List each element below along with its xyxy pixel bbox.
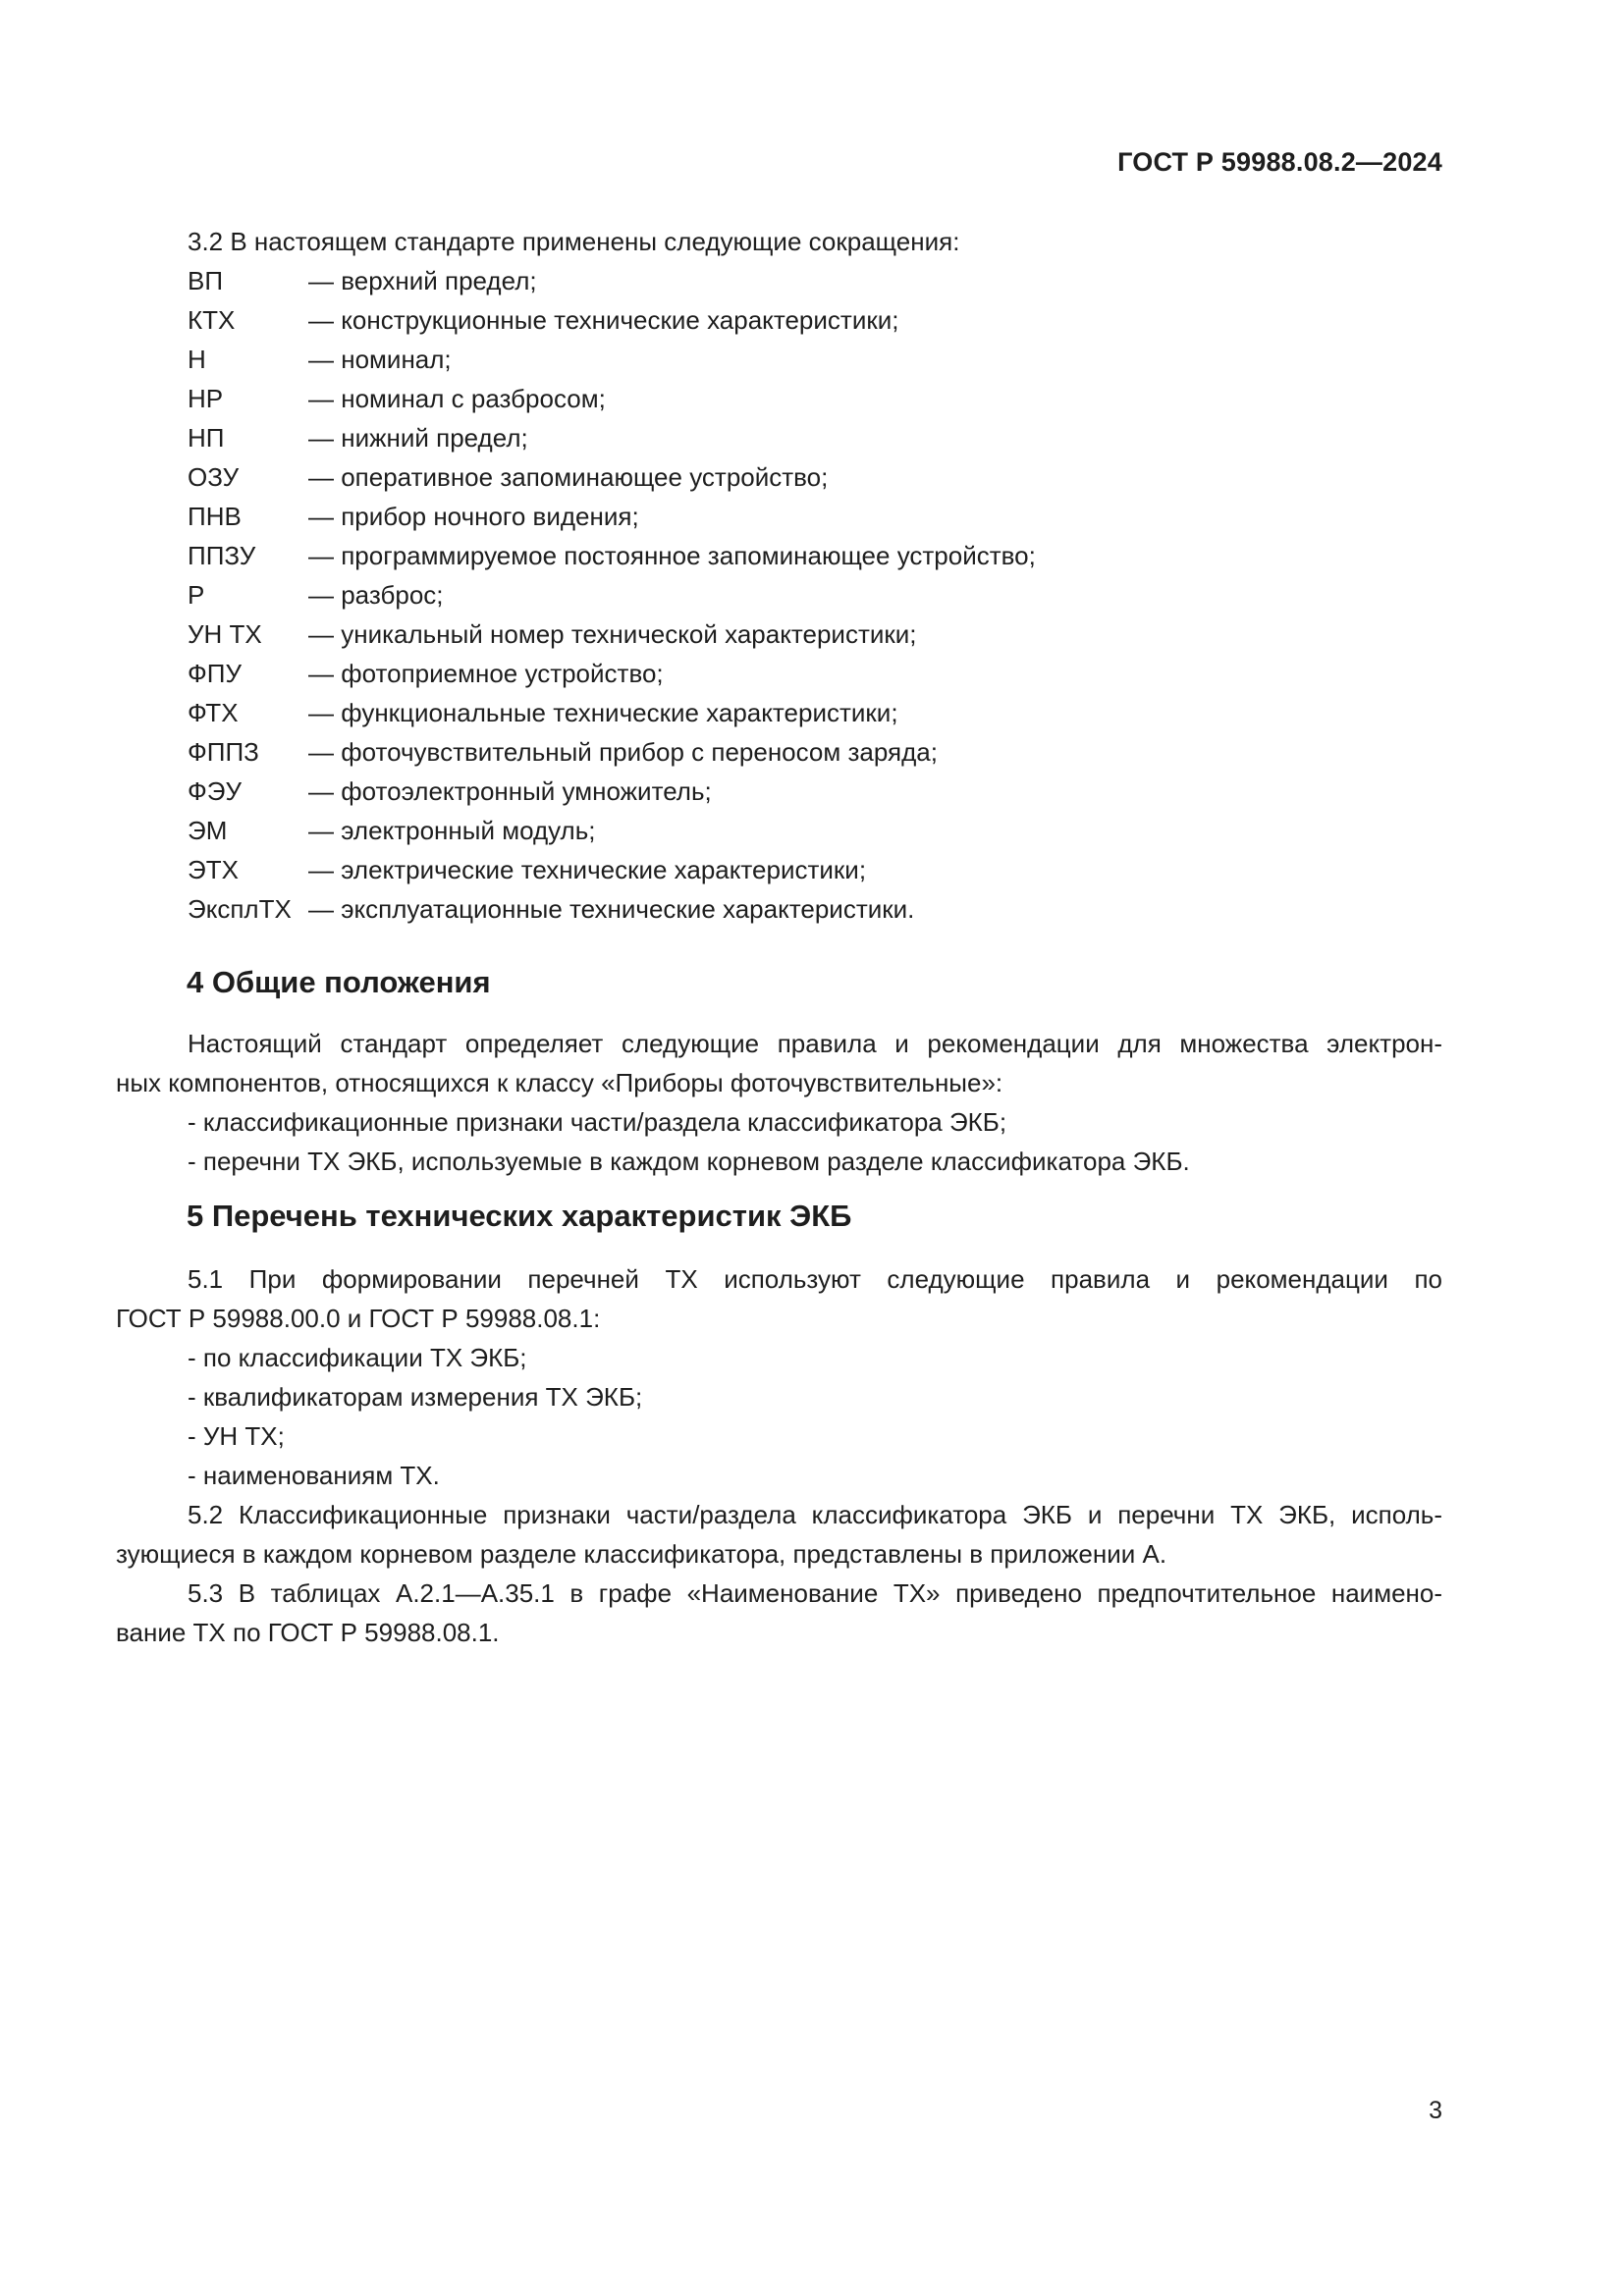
section-4-paragraph-line: Настоящий стандарт определяет следующие правила и рекомендации для множества электрон- (188, 1029, 1442, 1058)
clause-5-3-line: 5.3 В таблицах А.2.1—А.35.1 в графе «Наименование ТХ» приведено предпочтительное наимено- (188, 1578, 1442, 1608)
abbreviation-row (116, 575, 1442, 614)
abbreviation-definition: — функциональные технические характеристики; (308, 698, 898, 727)
abbreviation-term: ЭТХ (188, 855, 239, 884)
abbreviation-term: ФПУ (188, 659, 242, 688)
abbreviation-row (116, 614, 1442, 654)
abbreviation-definition: — оперативное запоминающее устройство; (308, 462, 829, 492)
clause-5-1-line: ГОСТ Р 59988.00.0 и ГОСТ Р 59988.08.1: (116, 1304, 601, 1333)
document-designation: ГОСТ Р 59988.08.2—2024 (1117, 147, 1442, 177)
abbreviation-definition: — электронный модуль; (308, 816, 596, 845)
abbreviation-term: НП (188, 423, 225, 453)
abbreviation-row (116, 693, 1442, 732)
abbreviation-term: ВП (188, 266, 224, 295)
abbreviation-definition: — уникальный номер технической характеристики; (308, 619, 917, 649)
abbreviation-term: ОЗУ (188, 462, 240, 492)
abbreviation-term: ЭксплТХ (188, 894, 292, 924)
abbreviation-definition: — номинал; (308, 345, 452, 374)
abbreviation-definition: — фотоприемное устройство; (308, 659, 664, 688)
abbreviation-term: Р (188, 580, 205, 610)
abbreviation-row (116, 340, 1442, 379)
abbreviation-row (116, 418, 1442, 457)
abbreviation-definition: — разброс; (308, 580, 444, 610)
list-item: - УН ТХ; (188, 1421, 285, 1451)
abbreviation-definition: — прибор ночного видения; (308, 502, 639, 531)
abbreviation-row (116, 536, 1442, 575)
abbreviation-definition: — эксплуатационные технические характеристики. (308, 894, 915, 924)
abbreviation-definition: — номинал с разбросом; (308, 384, 606, 413)
clause-5-3-line: вание ТХ по ГОСТ Р 59988.08.1. (116, 1618, 500, 1647)
section-5-body (116, 1259, 1442, 1652)
abbreviation-definition: — фоточувствительный прибор с переносом заряда; (308, 737, 938, 767)
abbreviation-definition: — программируемое постоянное запоминающее устройство; (308, 541, 1036, 570)
abbreviation-term: НР (188, 384, 224, 413)
abbreviation-term: Н (188, 345, 206, 374)
list-item: - наименованиям ТХ. (188, 1461, 440, 1490)
abbreviation-row (116, 811, 1442, 850)
abbreviations-intro: 3.2 В настоящем стандарте применены следующие сокращения: (188, 227, 960, 256)
clause-5-2-line: 5.2 Классификационные признаки части/раздела классификатора ЭКБ и перечни ТХ ЭКБ, исполь- (188, 1500, 1442, 1529)
abbreviation-row (116, 379, 1442, 418)
list-item: - по классификации ТХ ЭКБ; (188, 1343, 527, 1372)
abbreviations-list (116, 261, 1442, 929)
abbreviation-row (116, 300, 1442, 340)
clause-5-1-line: 5.1 При формировании перечней ТХ используют следующие правила и рекомендации по (188, 1264, 1442, 1294)
section-4-heading: 4 Общие положения (187, 965, 491, 999)
abbreviation-row (116, 772, 1442, 811)
abbreviation-term: ППЗУ (188, 541, 256, 570)
abbreviation-term: КТХ (188, 305, 236, 335)
abbreviation-term: ПНВ (188, 502, 242, 531)
section-4-body (116, 1024, 1442, 1181)
section-4-paragraph-line: ных компонентов, относящихся к классу «Приборы фоточувствительные»: (116, 1068, 1003, 1097)
list-item: - квалификаторам измерения ТХ ЭКБ; (188, 1382, 643, 1412)
section-5-heading: 5 Перечень технических характеристик ЭКБ (187, 1199, 852, 1233)
abbreviation-term: ЭМ (188, 816, 228, 845)
list-item: - классификационные признаки части/раздела классификатора ЭКБ; (188, 1107, 1007, 1137)
page-number: 3 (1429, 2097, 1442, 2124)
abbreviation-row (116, 850, 1442, 889)
abbreviation-definition: — верхний предел; (308, 266, 537, 295)
abbreviation-row (116, 889, 1442, 929)
abbreviation-row (116, 654, 1442, 693)
abbreviation-definition: — конструкционные технические характеристики; (308, 305, 899, 335)
abbreviation-row (116, 732, 1442, 772)
clause-5-2-line: зующиеся в каждом корневом разделе классификатора, представлены в приложении А. (116, 1539, 1167, 1569)
abbreviation-term: ФТХ (188, 698, 239, 727)
abbreviation-definition: — нижний предел; (308, 423, 528, 453)
abbreviation-definition: — фотоэлектронный умножитель; (308, 776, 712, 806)
abbreviation-definition: — электрические технические характеристики; (308, 855, 867, 884)
abbreviation-term: ФППЗ (188, 737, 259, 767)
abbreviation-row (116, 261, 1442, 300)
abbreviation-row (116, 497, 1442, 536)
abbreviations-section (116, 222, 1442, 929)
abbreviation-term: ФЭУ (188, 776, 242, 806)
abbreviation-row (116, 457, 1442, 497)
abbreviation-term: УН ТХ (188, 619, 262, 649)
list-item: - перечни ТХ ЭКБ, используемые в каждом корневом разделе классификатора ЭКБ. (188, 1147, 1190, 1176)
